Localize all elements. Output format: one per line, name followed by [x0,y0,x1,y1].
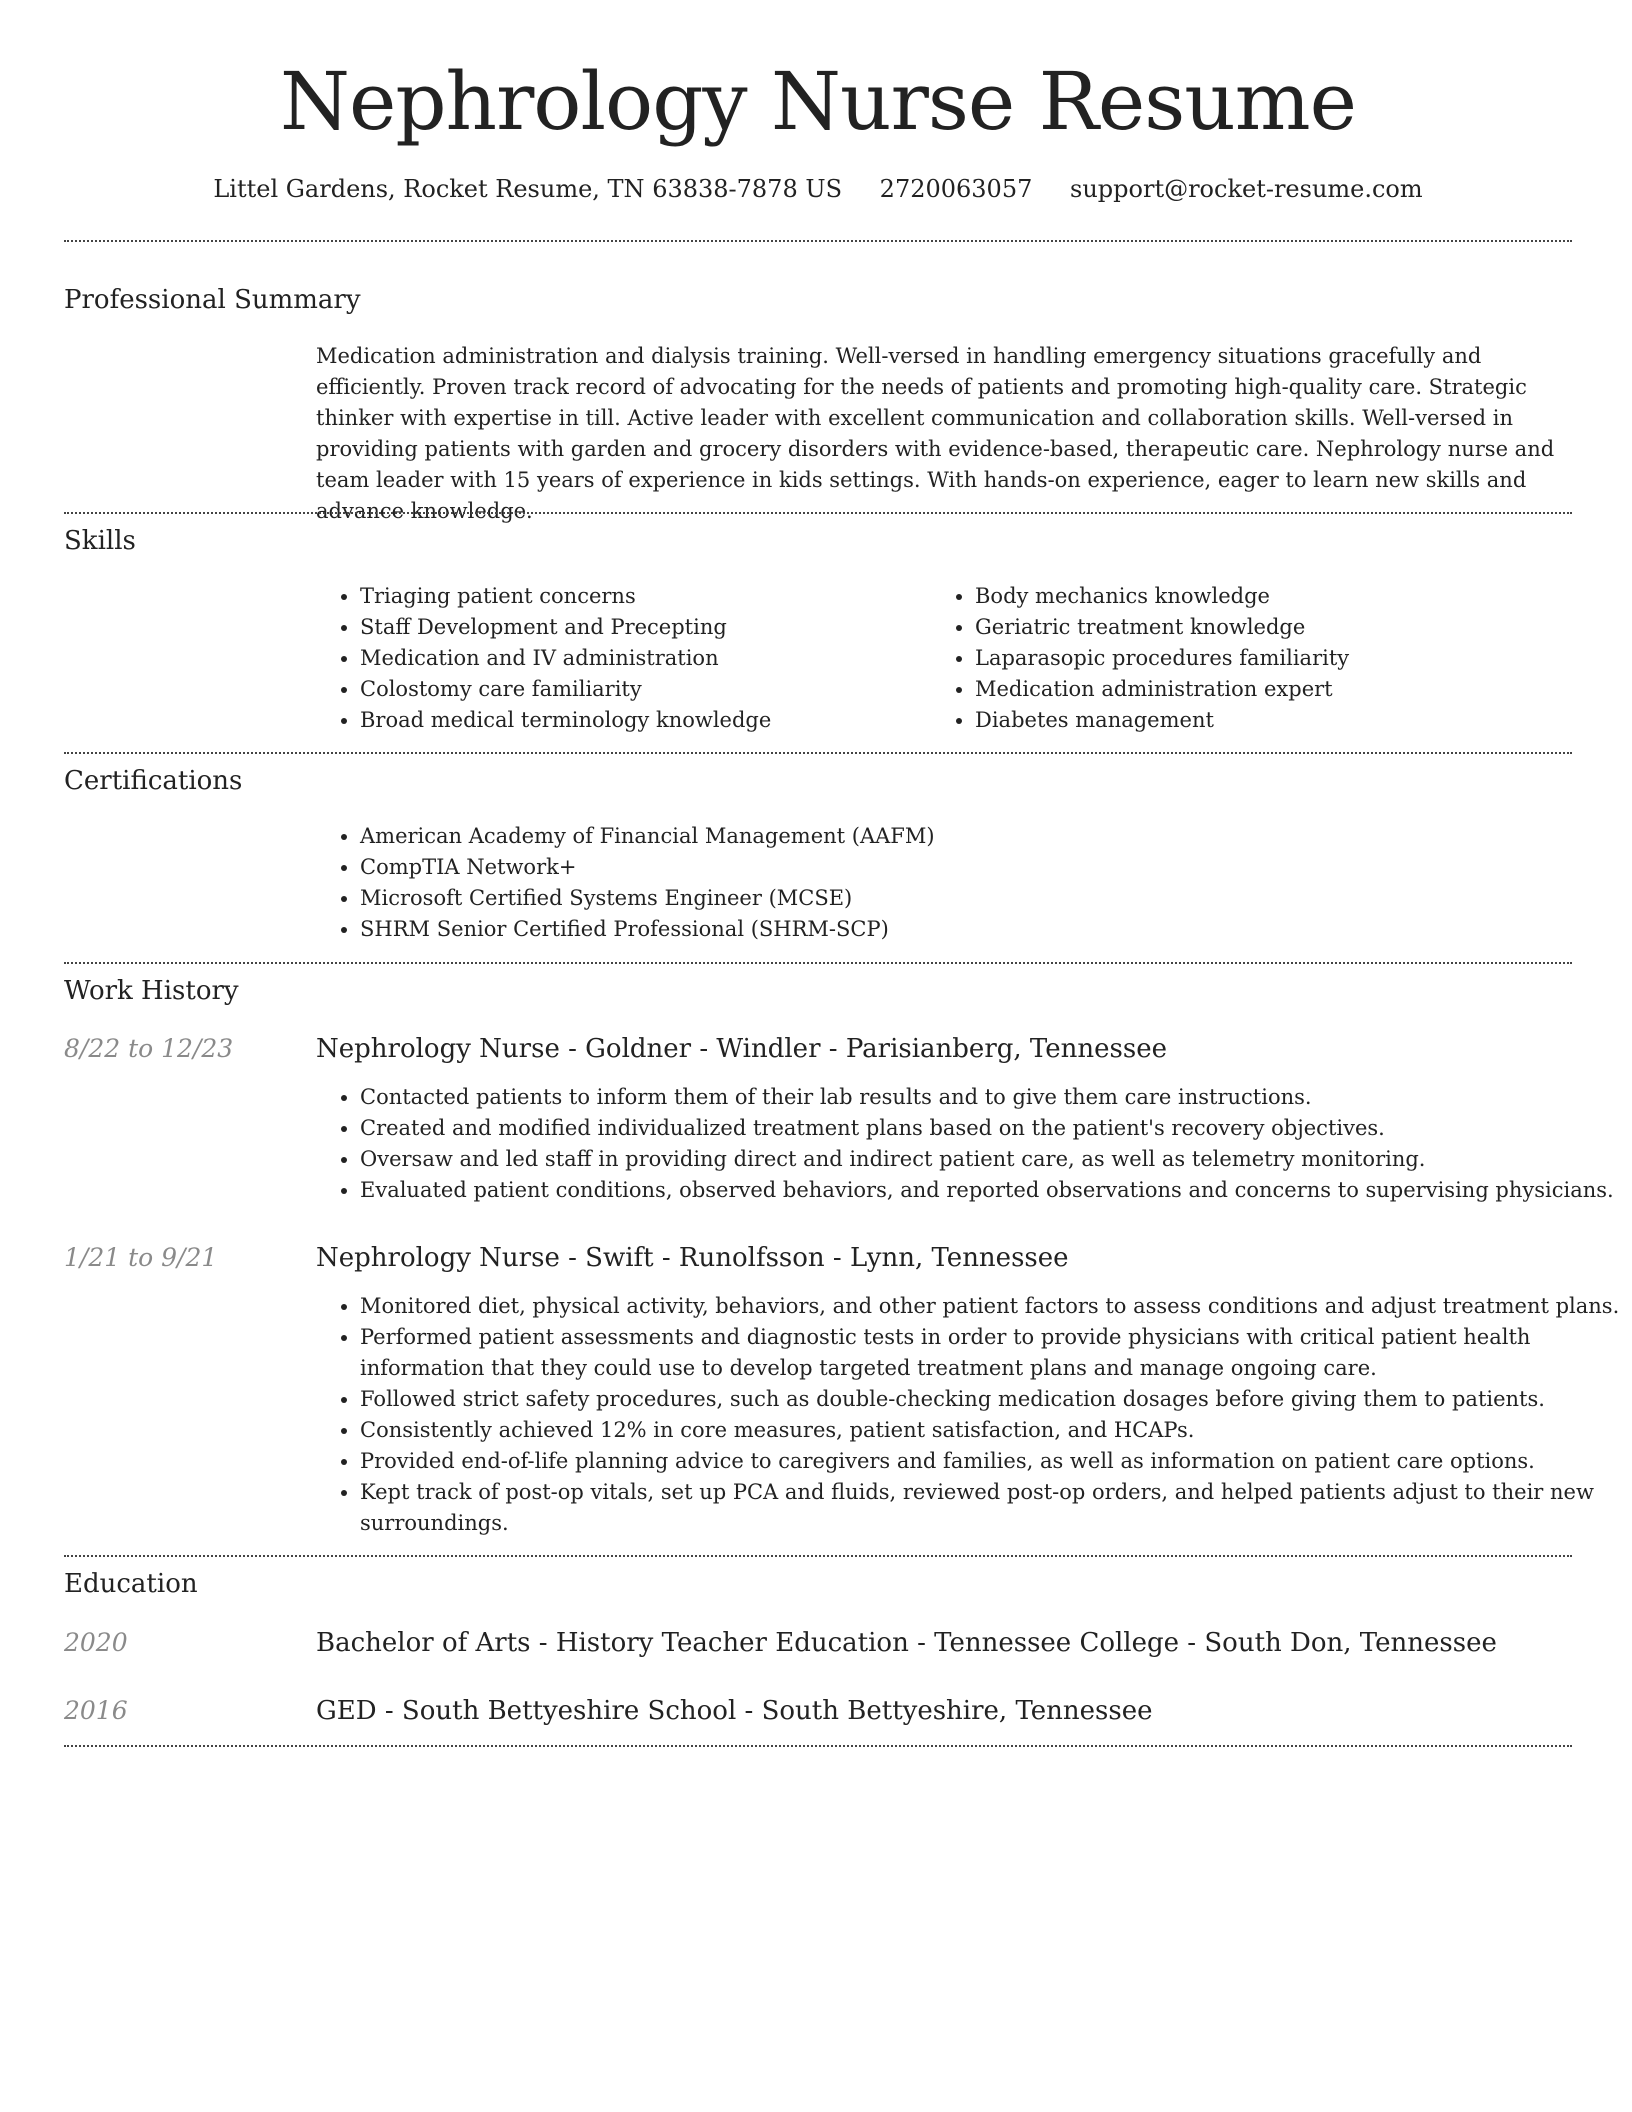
education-year: 2016 [64,1696,128,1725]
job-bullet: • Monitored diet, physical activity, behaviors, and other patient factors to assess conditions and adjust treatment plans. [360,1291,1620,1322]
job-bullet: • Oversaw and led staff in providing direct and indirect patient care, as well as telemetry monitoring. [360,1144,1620,1175]
job-bullet: • Performed patient assessments and diagnostic tests in order to provide physicians with critical patient health information that they could use to develop targeted treatment plans and manage ongoing care. [360,1322,1620,1384]
education-entry: GED - South Bettyeshire School - South Bettyeshire, Tennessee [316,1696,1153,1726]
contact-address: Littel Gardens, Rocket Resume, TN 63838-7878 US [213,175,843,203]
contact-phone: 2720063057 [879,175,1033,203]
skills-list-left [316,581,930,736]
education-entry: Bachelor of Arts - History Teacher Education - Tennessee College - South Don, Tennessee [316,1628,1497,1658]
job-bullets [316,1291,1620,1539]
contact-line [64,171,1572,207]
job-dates: 1/21 to 9/21 [64,1243,218,1272]
job-bullet: • Consistently achieved 12% in core measures, patient satisfaction, and HCAPs. [360,1415,1620,1446]
certification-item: • CompTIA Network+ [360,852,1560,883]
job-bullet: • Contacted patients to inform them of their lab results and to give them care instructions. [360,1082,1620,1113]
skill-item: • Medication and IV administration [360,643,930,674]
education-heading: Education [64,1569,198,1599]
divider [64,240,1572,242]
job-bullets [316,1082,1620,1206]
divider [64,962,1572,964]
certification-item: • Microsoft Certified Systems Engineer (MCSE) [360,883,1560,914]
certification-item: • American Academy of Financial Management (AAFM) [360,821,1560,852]
certifications-list [316,821,1560,945]
job-bullet: • Evaluated patient conditions, observed behaviors, and reported observations and concerns to supervising physicians. [360,1175,1620,1206]
work-heading: Work History [64,976,239,1006]
job-bullet: • Created and modified individualized treatment plans based on the patient's recovery objectives. [360,1113,1620,1144]
contact-email: support@rocket-resume.com [1070,175,1423,203]
skill-item: • Laparasopic procedures familiarity [975,643,1575,674]
skill-item: • Colostomy care familiarity [360,674,930,705]
skill-item: • Broad medical terminology knowledge [360,705,930,736]
resume-title: Nephrology Nurse Resume [279,55,1357,148]
skill-item: • Diabetes management [975,705,1575,736]
job-title: Nephrology Nurse - Goldner - Windler - Parisianberg, Tennessee [316,1034,1167,1064]
summary-heading: Professional Summary [64,285,361,315]
divider [64,512,1572,514]
skills-heading: Skills [64,526,136,556]
divider [64,752,1572,754]
job-bullet: • Followed strict safety procedures, such as double-checking medication dosages before giving them to patients. [360,1384,1620,1415]
education-year: 2020 [64,1628,128,1657]
skill-item: • Triaging patient concerns [360,581,930,612]
skills-list-right [931,581,1575,736]
certifications-heading: Certifications [64,766,243,796]
job-title: Nephrology Nurse - Swift - Runolfsson - Lynn, Tennessee [316,1243,1069,1273]
skill-item: • Staff Development and Precepting [360,612,930,643]
skill-item: • Medication administration expert [975,674,1575,705]
divider [64,1745,1572,1747]
certification-item: • SHRM Senior Certified Professional (SHRM-SCP) [360,914,1560,945]
job-bullet: • Provided end-of-life planning advice to caregivers and families, as well as information on patient care options. [360,1446,1620,1477]
divider [64,1555,1572,1557]
job-dates: 8/22 to 12/23 [64,1034,234,1063]
skill-item: • Geriatric treatment knowledge [975,612,1575,643]
skill-item: • Body mechanics knowledge [975,581,1575,612]
summary-text: Medication administration and dialysis training. Well-versed in handling emergency situations gracefully and efficiently. Proven track record of advocating for the needs of patients and promoting high-quality care. Strategic thinker with expertise in till. Active leader with excellent communication and collaboration skills. Well-versed in providing patients with garden and grocery disorders with evidence-based, therapeutic care. Nephrology nurse and team leader with 15 years of experience in kids settings. With hands-on experience, eager to learn new skills and advance knowledge. [316,344,1555,523]
job-bullet: • Kept track of post-op vitals, set up PCA and fluids, reviewed post-op orders, and helped patients adjust to their new surroundings. [360,1477,1620,1539]
